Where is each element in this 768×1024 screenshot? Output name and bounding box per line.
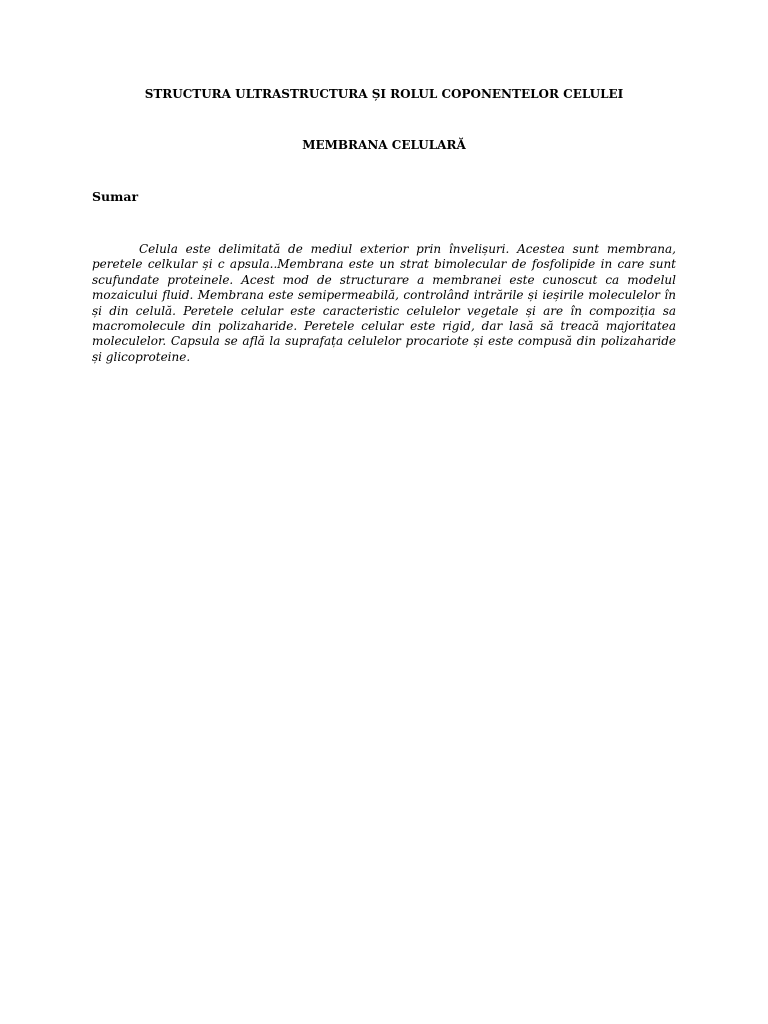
summary-paragraph: Celula este delimitată de mediul exterior prin învelișuri. Acestea sunt membrana, peretele celkular și c apsula..Membrana este un strat bimolecular de fosfolipide in care sunt scufundate proteinele. Acest mod de structurare a membranei este cunoscut ca modelul mozaicului fluid. Membrana este semipermeabilă, controlând intrările și ieșirile moleculelor în și din celulă. Peretele celular este caracteristic celulelor vegetale și are în compoziția sa macromolecule din polizaharide. Peretele celular este rigid, dar lasă să treacă majoritatea moleculelor. Capsula se află la suprafața celulelor procariote și este compusă din polizaharide și glicoproteine.: [92, 242, 676, 364]
document-title: STRUCTURA ULTRASTRUCTURA ȘI ROLUL COPONENTELOR CELULEI: [144, 87, 624, 101]
section-heading: MEMBRANA CELULARĂ: [302, 138, 466, 152]
summary-label: Sumar: [92, 189, 139, 204]
